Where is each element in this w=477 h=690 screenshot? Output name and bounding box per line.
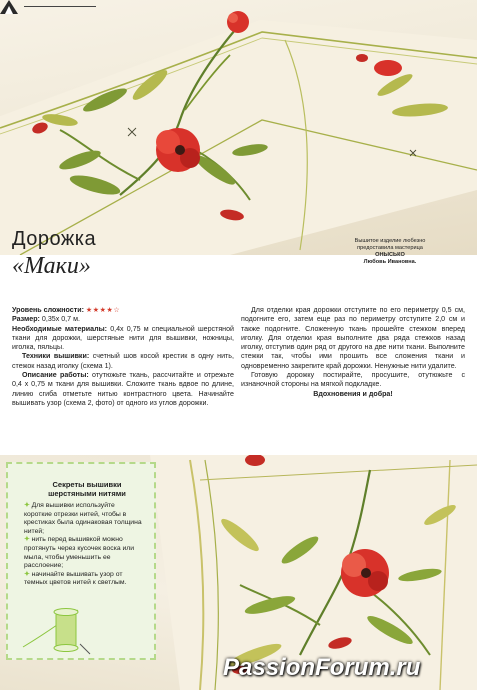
embroiderer-credit	[330, 238, 450, 266]
finishing-paragraph: Для отделки края дорожки отступите по его периметру 0,5 см, подогните его, затем еще раз по периметру отступите 2,0 см и также подогните. Сложенную ткань прошейте стежком вперед иголку. Для отделки края выполните два ряда стежков назад иголку, отступив один ряд от другого на две нити ткани. Выполните стежки так, чтобы ими прошить все сложения ткани и одновременно закрепите край дорожки. Ненужные нити удалите.	[241, 306, 465, 370]
tips-list	[24, 502, 142, 588]
tip-text: начинайте вышивать узор от темных цветов нитей к светлым.	[24, 570, 127, 587]
credit-name-upper: ОНЫСЬКО	[375, 252, 405, 258]
techniques-label: Техники вышивки:	[22, 352, 90, 361]
difficulty-stars: ★★★★☆	[85, 306, 121, 314]
instructions-left-column	[12, 306, 234, 408]
closing-wish: Вдохновения и добра!	[313, 389, 393, 398]
top-rule	[24, 6, 96, 7]
size-value: 0,35х 0,7 м.	[41, 315, 80, 324]
thread-spool-icon	[18, 602, 93, 657]
washing-paragraph: Готовую дорожку постирайте, просушите, отутюжьте с изнаночной стороны на мягкой подкладке.	[241, 371, 465, 389]
instructions-right-column	[241, 306, 465, 399]
credit-name-full: Любовь Ивановна.	[363, 259, 417, 265]
title-line-2: «Маки»	[12, 253, 91, 279]
bullet-icon: ✦	[24, 536, 32, 544]
top-embroidery-photo	[0, 0, 477, 255]
description-label: Описание работы:	[22, 371, 89, 380]
embroidery-tips-box	[6, 462, 156, 660]
description-value: отутюжьте ткань, рассчитайте и отрежьте 0,4 х 0,75 м ткани для вышивки. Сложите ткань вдвое по длине, линию сгиба отметьте нитью контрастного цвета. Начинайте вышивать узор (схема 2, фото) от одного из углов дорожки.	[12, 371, 234, 407]
tip-item	[24, 502, 142, 536]
title-line-1: Дорожка	[12, 228, 97, 250]
credit-line-1: Вышитое изделие любезно	[354, 238, 426, 244]
poppy-runner-illustration	[0, 0, 477, 255]
difficulty-label: Уровень сложности:	[12, 306, 84, 314]
materials-label: Необходимые материалы:	[12, 324, 107, 333]
bullet-icon: ✦	[24, 570, 32, 578]
tip-text: нить перед вышивкой можно протянуть через кусочек воска или мыла, чтобы уменьшить ее расслоение;	[24, 536, 135, 570]
site-watermark: PassionForum.ru	[223, 654, 421, 681]
bullet-icon: ✦	[24, 502, 32, 509]
techniques-value: счетный шов косой крестик в одну нить, стежок назад иголку (схема 1).	[12, 352, 234, 370]
article-title	[12, 228, 96, 280]
size-label: Размер:	[12, 315, 40, 324]
materials-value: 0,4х 0,75 м специальной шерстяной ткани для дорожки, шерстяные нити для вышивки, ножницы, иголка, пяльцы.	[12, 324, 234, 352]
credit-line-2: предоставила мастерица	[357, 245, 423, 251]
tip-item	[24, 536, 142, 570]
tip-item	[24, 571, 142, 588]
tips-title: Секреты вышивки шерстяными нитями	[48, 480, 126, 498]
tip-text: Для вышивки используйте короткие отрезки нитей, чтобы в крестиках была одинаковая толщина нитей;	[24, 502, 142, 535]
magazine-logo-icon	[0, 0, 18, 14]
